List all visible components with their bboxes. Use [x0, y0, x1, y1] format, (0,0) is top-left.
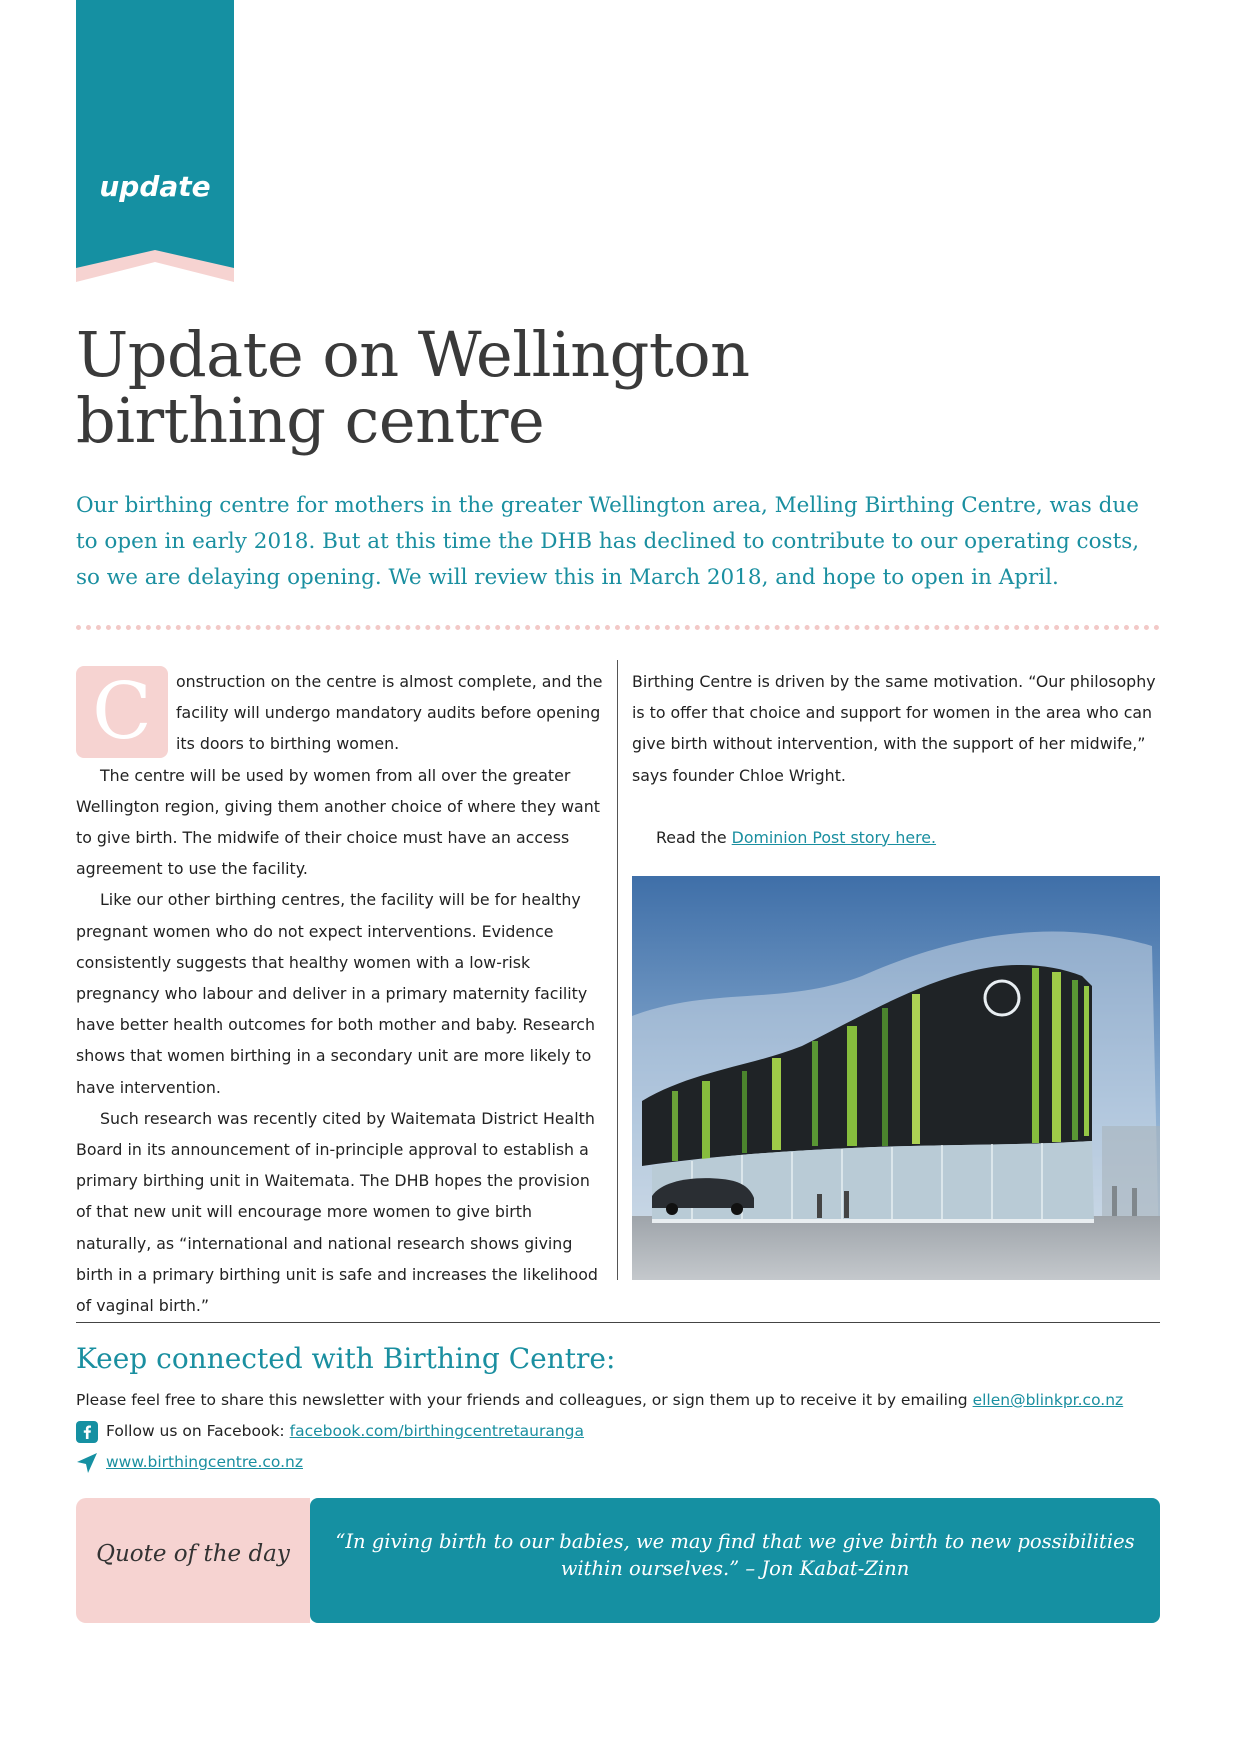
section-tab-banner [76, 0, 234, 285]
drop-cap-letter: C [92, 667, 152, 757]
column-divider [617, 660, 618, 1280]
share-text: Please feel free to share this newsletter with your friends and colleagues, or sign them up to receive it by emailing [76, 1391, 973, 1409]
quote-text: “In giving birth to our babies, we may find that we give birth to new possibilities within ourselves.” – Jon Kabat-Zinn [335, 1530, 1135, 1580]
dotted-divider [76, 625, 1160, 630]
facebook-prefix: Follow us on Facebook: [106, 1422, 285, 1440]
connect-heading: Keep connected with Birthing Centre: [76, 1342, 616, 1375]
read-more-prefix: Read the [656, 827, 732, 847]
website-line [76, 1447, 1166, 1478]
section-divider [76, 1322, 1160, 1323]
section-tab-label: update [99, 170, 211, 203]
article-paragraph-1 [76, 666, 606, 760]
article-paragraph-1-text: onstruction on the centre is almost complete, and the facility will undergo mandatory audits before opening its doors to birthing women. [176, 672, 603, 754]
facebook-link[interactable]: facebook.com/birthingcentretauranga [289, 1422, 585, 1440]
website-link[interactable]: www.birthingcentre.co.nz [106, 1453, 303, 1471]
birthing-centre-building-photo [632, 876, 1160, 1280]
page-title-line-1: Update on Wellington [76, 318, 750, 391]
article-paragraph-3: Like our other birthing centres, the facility will be for healthy pregnant women who do not expect interventions. Evidence consistently suggests that healthy women with a low-risk pregnancy who labour and deliver in a primary maternity facility have better health outcomes for both mother and baby. Research shows that women birthing in a secondary unit are more likely to have intervention. [76, 890, 595, 1097]
article-paragraph-4: Such research was recently cited by Waitemata District Health Board in its announcement of in-principle approval to establish a primary birthing unit in Waitemata. The DHB hopes the provision of that new unit will encourage more women to give birth naturally, as “international and national research shows giving birth in a primary birthing unit is safe and increases the likelihood of vaginal birth.” [76, 1108, 598, 1316]
email-link[interactable]: ellen@blinkpr.co.nz [972, 1391, 1124, 1409]
quote-label: Quote of the day [96, 1541, 290, 1567]
article-paragraph-5: Birthing Centre is driven by the same motivation. “Our philosophy is to offer that choice and support for women in the area who can give birth without intervention, with the support of her midwife,” says founder Chloe Wright. [632, 672, 1156, 785]
dominion-post-link[interactable]: Dominion Post story here. [731, 827, 937, 847]
share-line [76, 1385, 1166, 1416]
facebook-line [76, 1416, 1166, 1447]
connect-section [76, 1385, 1166, 1478]
read-more-line [632, 822, 1162, 853]
page-title-line-2: birthing centre [76, 384, 545, 457]
article-column-right [632, 666, 1162, 853]
drop-cap [76, 666, 168, 758]
facebook-icon [76, 1421, 98, 1443]
article-standfirst: Our birthing centre for mothers in the greater Wellington area, Melling Birthing Centre, was due to open in early 2018. But at this time the DHB has declined to contribute to our operating costs, so we are delaying opening. We will review this in March 2018, and hope to open in April. [76, 493, 1140, 590]
article-column-left [76, 666, 606, 1321]
article-paragraph-2: The centre will be used by women from all over the greater Wellington region, giving them another choice of where they want to give birth. The midwife of their choice must have an access agreement to use the facility. [76, 765, 600, 879]
page-title [76, 318, 750, 457]
location-arrow-icon [76, 1452, 98, 1474]
